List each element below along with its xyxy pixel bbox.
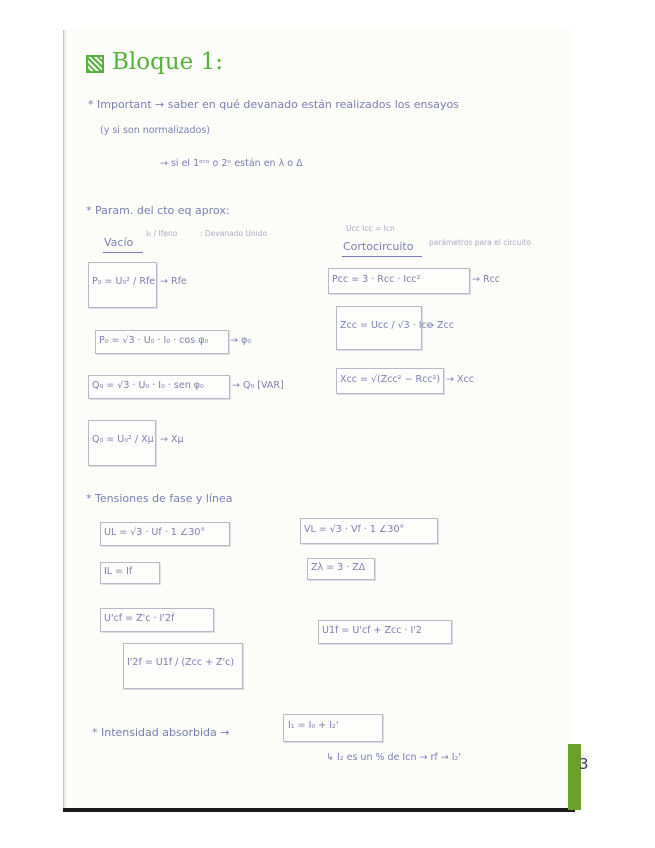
formula-vl: VL = √3 · Vf · 1 ∠30° bbox=[304, 524, 405, 535]
vacio-label: Vacío bbox=[104, 236, 134, 249]
page-shadow-edge bbox=[63, 808, 575, 812]
formula-p0: P₀ = U₀² / Rfe bbox=[92, 276, 156, 287]
checkbox-icon bbox=[86, 55, 104, 73]
green-index-tab bbox=[568, 744, 581, 810]
formula-zd: Zλ = 3 · ZΔ bbox=[311, 562, 366, 573]
formula-q0b-result: → Xμ bbox=[160, 434, 184, 445]
formula-q0-result: → Q₀ [VAR] bbox=[232, 380, 284, 391]
corto-note2: parámetros para el circuito bbox=[429, 238, 531, 247]
formula-zcc-result: → Zcc bbox=[426, 320, 454, 331]
params-heading: * Param. del cto eq aprox: bbox=[86, 204, 230, 217]
vacio-underline bbox=[103, 252, 143, 253]
note-important: * Important → saber en qué devanado están realizados los ensayos bbox=[88, 98, 459, 111]
corto-underline bbox=[342, 256, 422, 257]
formula-q0: Q₀ = √3 · U₀ · I₀ · sen φ₀ bbox=[92, 380, 204, 391]
formula-u1f: U1f = U'cf + Zcc · I'2 bbox=[322, 625, 422, 636]
formula-q0b: Q₀ = U₀² / Xμ bbox=[92, 434, 154, 445]
formula-i1: I₁ = I₀ + I₂' bbox=[288, 720, 339, 731]
formula-xcc-result: → Xcc bbox=[446, 374, 474, 385]
formula-pcc-result: → Rcc bbox=[472, 274, 501, 285]
page-title: Bloque 1: bbox=[112, 49, 223, 75]
vacio-note2: : Devanado Unido bbox=[200, 229, 268, 238]
formula-p0b-result: → φ₀ bbox=[230, 335, 252, 346]
intensidad-heading: * Intensidad absorbida → bbox=[92, 726, 230, 739]
note-important-2: (y si son normalizados) bbox=[100, 125, 210, 136]
formula-ul: UL = √3 · Uf · 1 ∠30° bbox=[104, 527, 206, 538]
note-primary-secondary: → si el 1ᵉʳᵒ o 2ᵒ están en λ o Δ bbox=[160, 158, 303, 169]
formula-zcc: Zcc = Ucc / √3 · Icc bbox=[340, 320, 432, 331]
formula-xcc: Xcc = √(Zcc² − Rcc²) bbox=[340, 374, 441, 385]
formula-p0-result: → Rfe bbox=[160, 276, 187, 287]
formula-pcc: Pcc = 3 · Rcc · Icc² bbox=[332, 274, 421, 285]
tensiones-heading: * Tensiones de fase y línea bbox=[86, 492, 233, 505]
vacio-note: I₀ / Ifeno bbox=[146, 229, 178, 238]
page-number: 3 bbox=[579, 755, 589, 773]
formula-i2f: I'2f = U1f / (Zcc + Z'c) bbox=[127, 657, 235, 668]
corto-label: Cortocircuito bbox=[343, 240, 414, 253]
formula-ucf: U'cf = Z'c · I'2f bbox=[104, 613, 175, 624]
final-note: ↳ I₂ es un % de Icn → rf → I₂' bbox=[326, 752, 461, 763]
corto-note: Ucc Icc = Icn bbox=[346, 224, 395, 233]
formula-p0b: P₀ = √3 · U₀ · I₀ · cos φ₀ bbox=[99, 335, 209, 346]
formula-il: IL = If bbox=[104, 566, 133, 577]
